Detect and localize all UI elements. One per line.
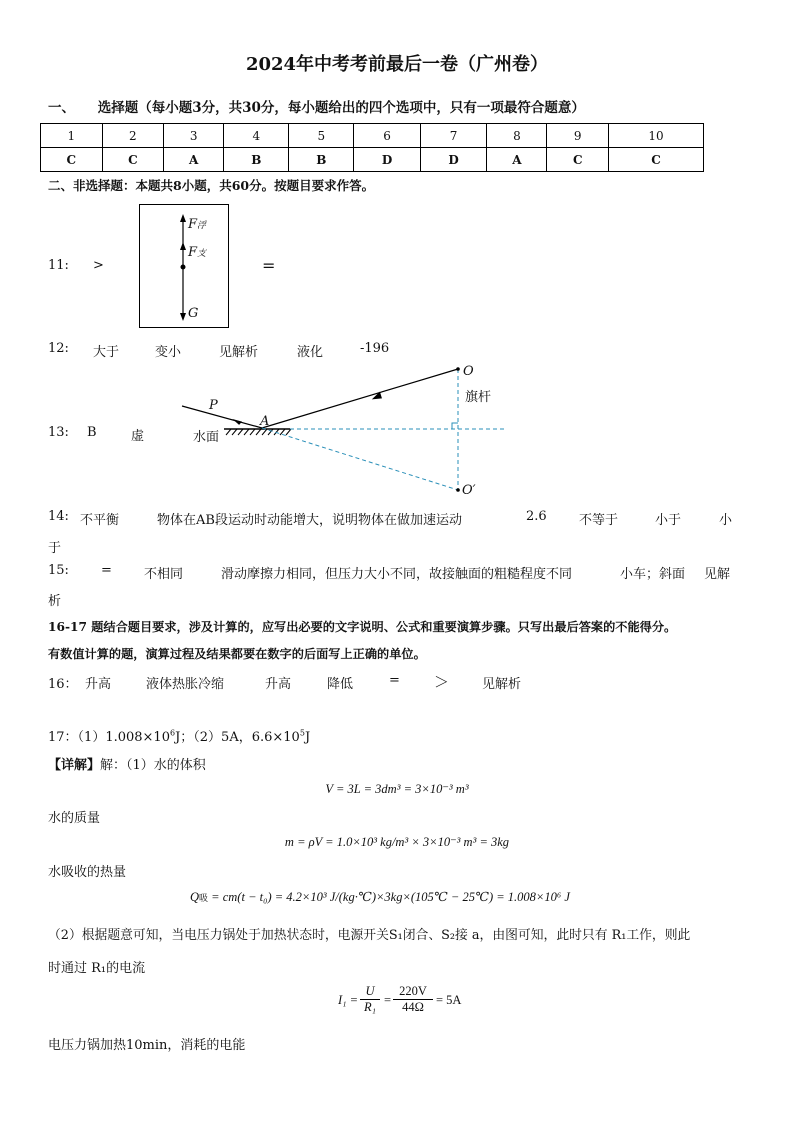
table-cell: 3 (164, 124, 224, 148)
virtual-ray (262, 428, 458, 490)
table-cell: C (547, 148, 609, 172)
f-float-symbol: F (188, 217, 198, 232)
table-cell: B (224, 148, 289, 172)
q15-answer-1: = (101, 563, 112, 578)
calc-note-line1: 16-17 题结合题目要求，涉及计算的，应写出必要的文字说明、公式和重要演算步骤。只写出最后答案的不能得分。 (48, 620, 677, 634)
q17-summary-a: （1）1.008×10 (77, 730, 170, 745)
table-cell: A (164, 148, 224, 172)
formula-mass: m = ρV = 1.0×10³ kg/m³ × 3×10⁻³ m³ = 3kg (284, 835, 510, 849)
formula-heat-rest: = cm(t − t₀) = 4.2×10³ J/(kg·℃)×3kg×(105℃ − 25℃) = 1.008×10⁶ J (208, 890, 570, 904)
label-p: P (209, 398, 218, 413)
table-cell: 8 (487, 124, 547, 148)
table-cell: 7 (420, 124, 487, 148)
fraction-denominator-44ohm: 44Ω (393, 999, 433, 1015)
table-cell: C (609, 148, 704, 172)
q14-answer-1: 不平衡 (80, 513, 120, 528)
formula-current-result: = 5A (436, 993, 462, 1007)
table-cell: 9 (547, 124, 609, 148)
support-arrowhead (180, 242, 186, 250)
right-angle-mark (452, 423, 458, 429)
incident-ray (262, 369, 458, 428)
q16-answer-4: 降低 (327, 677, 354, 692)
energy-label: 电压力锅加热10min，消耗的电能 (48, 1038, 246, 1053)
point-o-prime (456, 488, 460, 492)
q14-answer-3: 2.6 (526, 509, 547, 524)
label-o-prime: O′ (462, 483, 476, 498)
q12-answer-2: 变小 (155, 345, 182, 360)
answer-table (40, 123, 704, 172)
formula-heat-sub: 吸 (199, 893, 209, 903)
q17-number: 17： (48, 730, 78, 745)
q11-number: 11: (48, 258, 69, 273)
q13-answer-2: 虚 (131, 429, 145, 444)
q14-answer-6: 小 (719, 513, 733, 528)
q12-answer-1: 大于 (93, 345, 120, 360)
q11-answer-3: = (262, 256, 276, 275)
q16-answer-2: 液体热胀冷缩 (146, 677, 225, 692)
section1-heading (48, 96, 585, 116)
center-point (181, 265, 186, 270)
f-float-sub: 浮 (197, 221, 207, 231)
q16-number: 16： (48, 677, 78, 692)
section1-heading-text: 选择题（每小题3分，共30分，每小题给出的四个选项中，只有一项最符合题意） (97, 100, 585, 116)
table-cell: A (487, 148, 547, 172)
table-cell: D (420, 148, 487, 172)
q14-answer-2: 物体在AB段运动时动能增大，说明物体在做加速运动 (157, 513, 462, 528)
table-cell: 5 (289, 124, 354, 148)
part2-line2: 时通过 R₁的电流 (48, 961, 146, 976)
f-support-label (188, 245, 206, 260)
section2-heading: 二、非选择题：本题共8小题，共60分。按题目要求作答。 (48, 178, 375, 193)
mass-label: 水的质量 (48, 811, 101, 826)
q15-wrap: 析 (48, 594, 62, 609)
q13-number: 13: (48, 425, 69, 440)
f-support-sub: 支 (197, 249, 207, 259)
heat-label: 水吸收的热量 (48, 865, 127, 880)
table-cell: 1 (41, 124, 103, 148)
f-float-label (188, 217, 206, 232)
q16-answer-1: 升高 (85, 677, 112, 692)
detail-intro: 解：（1）水的体积 (100, 758, 206, 773)
formula-heat-q: Q (190, 890, 200, 904)
formula-heat (190, 889, 570, 905)
fraction-denominator-r: R₁ (360, 999, 380, 1015)
point-o (456, 367, 460, 371)
water-hatching (226, 429, 291, 435)
label-a: A (260, 414, 270, 429)
table-cell: 2 (102, 124, 164, 148)
reflected-ray (182, 406, 262, 428)
fraction-values (393, 984, 433, 1015)
q15-answer-4: 小车；斜面 (620, 567, 686, 582)
q17-summary-b: J；（2）5A，6.6×10 (175, 730, 300, 745)
fraction-numerator-220v: 220V (399, 984, 427, 998)
q15-number: 15: (48, 563, 69, 578)
formula-current-eq: = (384, 993, 392, 1007)
q15-answer-2: 不相同 (144, 567, 184, 582)
table-cell: 10 (609, 124, 704, 148)
q14-answer-4: 不等于 (579, 513, 619, 528)
q16-answer-3: 升高 (265, 677, 292, 692)
label-o: O (463, 364, 474, 379)
q12-number: 12: (48, 341, 69, 356)
table-cell: 6 (354, 124, 421, 148)
q16-answer-5: = (389, 673, 400, 688)
q16-answer-7: 见解析 (482, 677, 522, 692)
q14-answer-5: 小于 (655, 513, 682, 528)
q12-answer-4: 液化 (297, 345, 324, 360)
detail-label: 【详解】 (48, 758, 101, 773)
q17-summary-c: J (304, 730, 311, 745)
section1-heading-num: 一、 (48, 100, 75, 116)
fraction-u-over-r (360, 984, 380, 1015)
formula-volume: V = 3L = 3dm³ = 3×10⁻³ m³ (325, 782, 469, 796)
fraction-numerator-u: U (365, 984, 375, 998)
table-cell: 4 (224, 124, 289, 148)
q17-summary-b-exp: 5 (299, 728, 305, 738)
q15-answer-3: 滑动摩擦力相同，但压力大小不同，故接触面的粗糙程度不同 (221, 567, 573, 582)
q14-wrap: 于 (48, 541, 62, 556)
table-cell: B (289, 148, 354, 172)
label-water-surface: 水面 (193, 430, 220, 445)
buoyancy-arrowhead (180, 214, 186, 222)
calc-note-line2: 有数值计算的题，演算过程及结果都要在数字的后面写上正确的单位。 (48, 647, 426, 661)
table-cell: C (41, 148, 103, 172)
gravity-arrowhead (180, 313, 186, 321)
q17-summary (48, 726, 310, 745)
q11-force-diagram (139, 204, 229, 328)
q16-answer-6: ＞ (434, 673, 450, 691)
q17-summary-a-exp: 6 (169, 728, 176, 738)
g-label: G (188, 306, 199, 321)
reflection-diagram (170, 362, 520, 502)
q12-answer-5: -196 (360, 341, 390, 356)
answer-table-answers-row (41, 148, 704, 172)
part2-line1: （2）根据题意可知，当电压力锅处于加热状态时，电源开关S₁闭合、S₂接 a，由图可知，此时只有 R₁工作，则此 (48, 928, 691, 943)
table-cell: D (354, 148, 421, 172)
label-flagpole: 旗杆 (465, 390, 492, 405)
q15-answer-5: 见解 (704, 567, 731, 582)
q12-answer-3: 见解析 (219, 345, 259, 360)
answer-table-numbers-row (41, 124, 704, 148)
q11-answer-1: > (93, 258, 104, 273)
q13-answer-1: B (87, 425, 97, 440)
table-cell: C (102, 148, 164, 172)
q14-number: 14: (48, 509, 69, 524)
q17-detail (48, 754, 206, 773)
f-support-symbol: F (188, 245, 198, 260)
page-title: 2024年中考考前最后一卷（广州卷） (245, 54, 549, 75)
formula-current-left: I₁ = (338, 993, 359, 1007)
force-arrows-svg (140, 205, 228, 327)
